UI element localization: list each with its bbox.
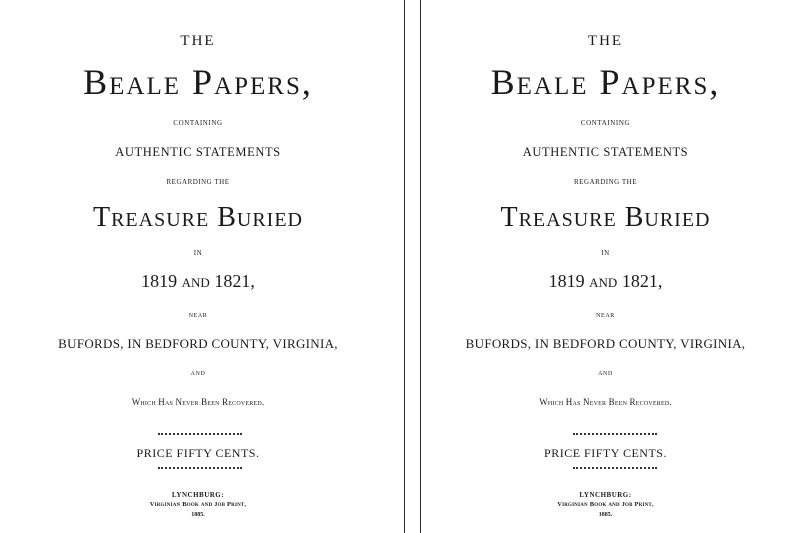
regarding-text: REGARDING THE [166, 178, 230, 186]
and-text: AND [598, 371, 613, 377]
regarding-text: REGARDING THE [574, 178, 637, 186]
decorative-rule-bottom [573, 467, 657, 469]
decorative-rule-top [158, 433, 242, 435]
treasure-buried-heading: Treasure Buried [92, 202, 303, 233]
containing-text: CONTAINING [580, 119, 631, 127]
location-text: BUFORDS, IN BEDFORD COUNTY, VIRGINIA, [465, 336, 746, 351]
title-page-right [421, 0, 800, 533]
publisher-year: 1885. [191, 512, 205, 518]
years-text: 1819 and 1821, [548, 271, 663, 291]
main-title: Beale Papers, [490, 62, 721, 102]
in-text: IN [193, 249, 203, 257]
decorative-rule-top [573, 433, 657, 435]
never-recovered-text: Which Has Never Been Recovered. [131, 397, 265, 407]
never-recovered-text: Which Has Never Been Recovered. [539, 397, 672, 407]
pre-title: THE [587, 33, 624, 49]
near-text: NEAR [188, 313, 208, 319]
decorative-rule-bottom [158, 467, 242, 469]
title-page-content [421, 0, 800, 533]
in-text: IN [601, 249, 610, 257]
location-text: BUFORDS, IN BEDFORD COUNTY, VIRGINIA, [58, 336, 338, 351]
near-text: NEAR [596, 313, 615, 319]
years-text: 1819 and 1821, [141, 271, 255, 291]
publisher-name: Virginian Book and Job Print, [557, 501, 654, 508]
authentic-statements-text: AUTHENTIC STATEMENTS [522, 145, 689, 159]
price-text: PRICE FIFTY CENTS. [544, 446, 667, 460]
main-title: Beale Papers, [83, 62, 313, 102]
publisher-city: LYNCHBURG: [579, 491, 632, 499]
treasure-buried-heading: Treasure Buried [500, 202, 711, 233]
publisher-year: 1885. [598, 512, 613, 518]
publisher-name: Virginian Book and Job Print, [149, 501, 247, 508]
and-text: AND [190, 371, 206, 377]
authentic-statements-text: AUTHENTIC STATEMENTS [115, 145, 281, 159]
publisher-city: LYNCHBURG: [171, 491, 225, 499]
pre-title: THE [180, 33, 216, 49]
containing-text: CONTAINING [173, 119, 223, 127]
price-text: PRICE FIFTY CENTS. [136, 446, 260, 460]
page-border-left [404, 0, 405, 533]
